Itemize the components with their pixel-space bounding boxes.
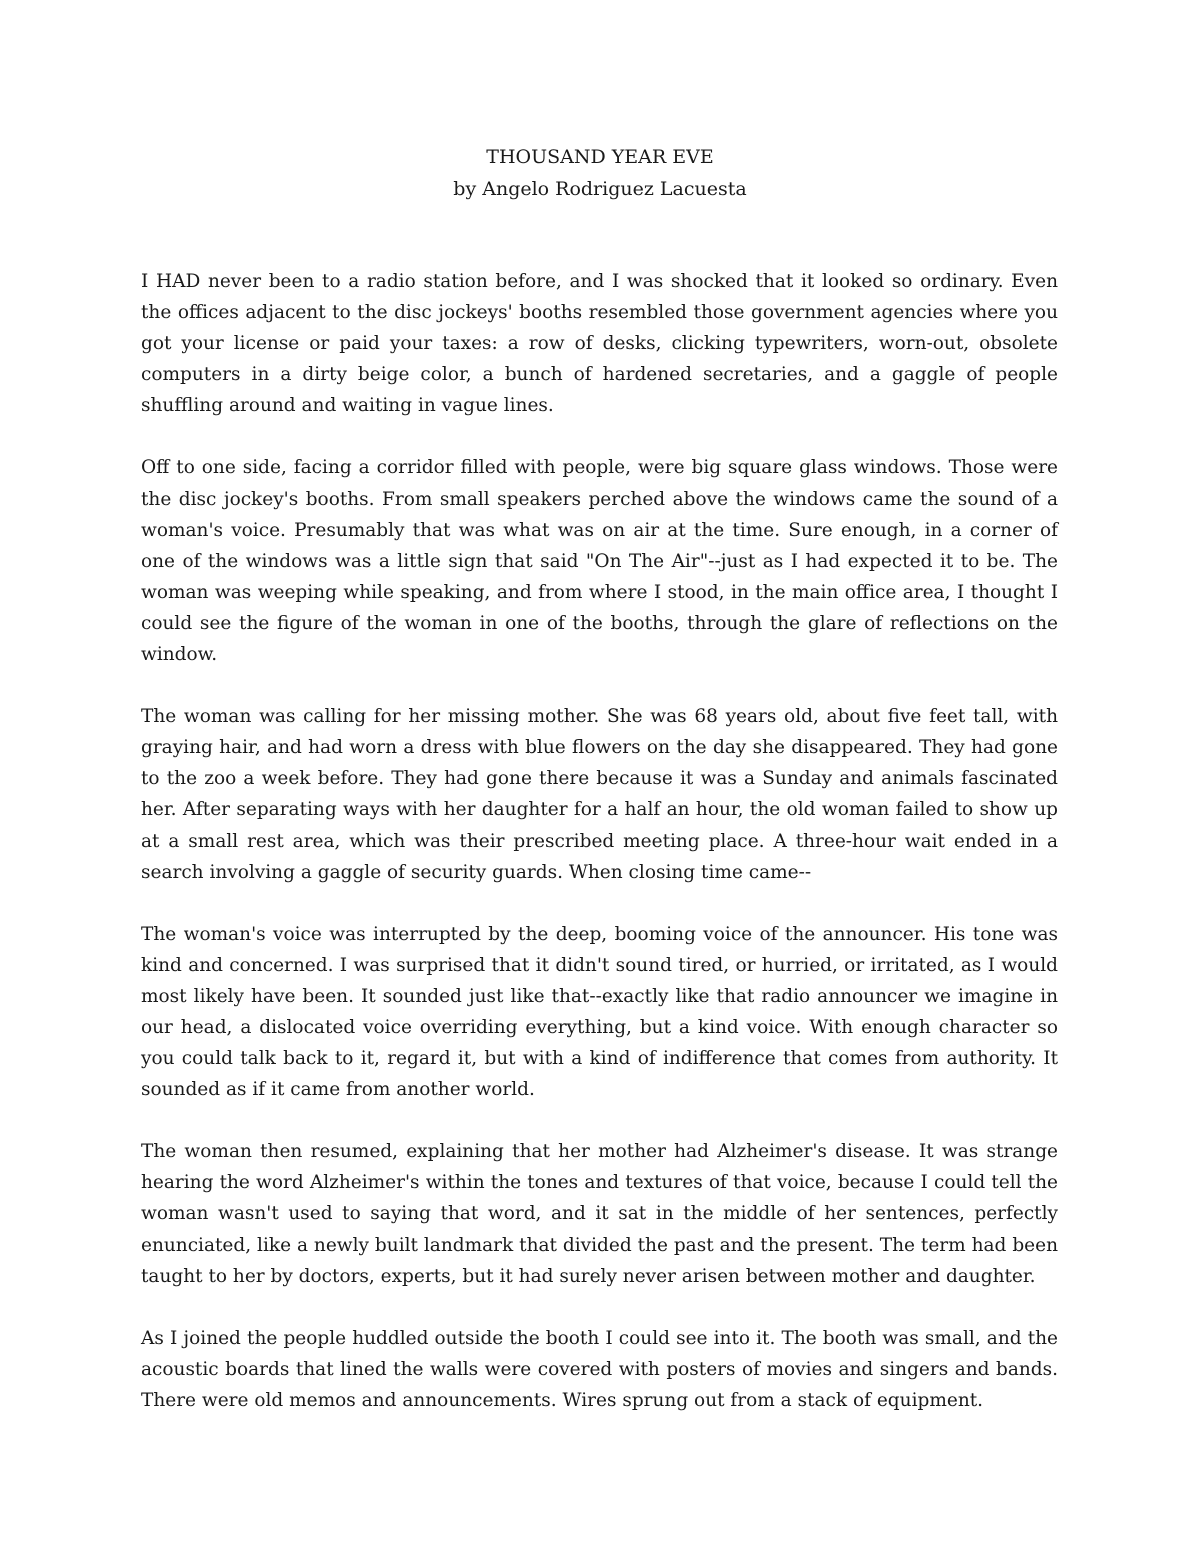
document-byline: by Angelo Rodriguez Lacuesta <box>453 178 747 200</box>
paragraph-4: The woman's voice was interrupted by the deep, booming voice of the announcer. His tone was kind and concerned. I was surprised that it didn't sound tired, or hurried, or irritated, as I would most likely have been. It sounded just like that--exactly like that radio announcer we imagine in our head, a dislocated voice overriding everything, but a kind voice. With enough character so you could talk back to it, regard it, but with a kind of indifference that comes from authority. It sounded as if it came from another world. <box>141 923 1058 1101</box>
paragraph-6: As I joined the people huddled outside the booth I could see into it. The booth was small, and the acoustic boards that lined the walls were covered with posters of movies and singers and bands. There were old memos and announcements. Wires sprung out from a stack of equipment. <box>141 1327 1058 1411</box>
document-title: THOUSAND YEAR EVE <box>486 146 714 168</box>
document-body <box>141 266 1058 1416</box>
paragraph-1: I HAD never been to a radio station before, and I was shocked that it looked so ordinary. Even the offices adjacent to the disc jockeys' booths resembled those government agencies where you got your license or paid your taxes: a row of desks, clicking typewriters, worn-out, obsolete computers in a dirty beige color, a bunch of hardened secretaries, and a gaggle of people shuffling around and waiting in vague lines. <box>141 271 1058 417</box>
paragraph-2: Off to one side, facing a corridor filled with people, were big square glass windows. Those were the disc jockey's booths. From small speakers perched above the windows came the sound of a woman's voice. Presumably that was what was on air at the time. Sure enough, in a corner of one of the windows was a little sign that said "On The Air"--just as I had expected it to be. The woman was weeping while speaking, and from where I stood, in the main office area, I thought I could see the figure of the woman in one of the booths, through the glare of reflections on the window. <box>141 457 1058 666</box>
document-header <box>0 141 1200 205</box>
paragraph-5: The woman then resumed, explaining that her mother had Alzheimer's disease. It was strange hearing the word Alzheimer's within the tones and textures of that voice, because I could tell the woman wasn't used to saying that word, and it sat in the middle of her sentences, perfectly enunciated, like a newly built landmark that divided the past and the present. The term had been taught to her by doctors, experts, but it had surely never arisen between mother and daughter. <box>141 1141 1058 1287</box>
paragraph-3: The woman was calling for her missing mother. She was 68 years old, about five feet tall, with graying hair, and had worn a dress with blue flowers on the day she disappeared. They had gone to the zoo a week before. They had gone there because it was a Sunday and animals fascinated her. After separating ways with her daughter for a half an hour, the old woman failed to show up at a small rest area, which was their prescribed meeting place. A three-hour wait ended in a search involving a gaggle of security guards. When closing time came-- <box>141 706 1058 883</box>
